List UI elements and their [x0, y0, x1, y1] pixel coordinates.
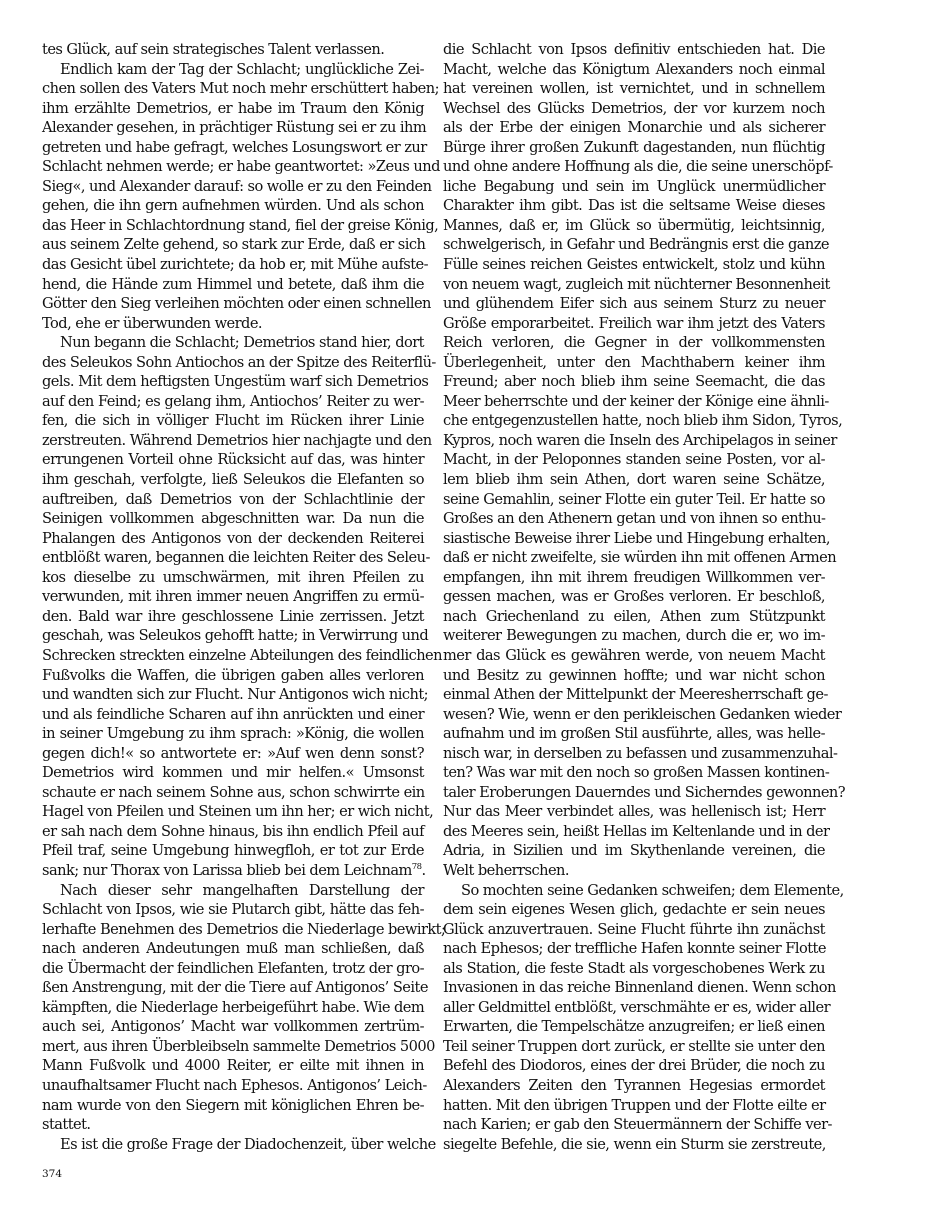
text-line: Wechsel des Glücks Demetrios, der vor kurzem noch — [443, 99, 825, 117]
text-line: Invasionen in das reiche Binnenland dienen. Wenn schon — [443, 979, 836, 997]
book-page — [42, 40, 903, 1165]
text-line: Meer beherrschte und der keiner der Könige eine ähnli- — [443, 392, 829, 410]
text-line: nach Karien; er gab den Steuermännern der Schiffe ver- — [443, 1116, 832, 1134]
text-line: unaufhaltsamer Flucht nach Ephesos. Antigonos’ Leich- — [42, 1076, 427, 1094]
text-line: als der Erbe der einigen Monarchie und als sicherer — [443, 119, 825, 137]
text-line: Überlegenheit, unter den Machthabern keiner ihm — [443, 353, 825, 371]
text-line-content: sank; nur Thorax von Larissa blieb bei dem Leichnam — [42, 861, 412, 879]
right-column — [443, 40, 846, 1154]
text-line: chen sollen des Vaters Mut noch mehr erschüttert haben; — [42, 80, 439, 98]
text-line: getreten und habe gefragt, welches Losungswort er zur — [42, 138, 427, 156]
text-line: mert, aus ihren Überbleibseln sammelte Demetrios 5000 — [42, 1037, 435, 1055]
text-line: er sah nach dem Sohne hinaus, bis ihn endlich Pfeil auf — [42, 822, 424, 840]
text-line: Sieg«, und Alexander darauf: so wolle er zu den Feinden — [42, 177, 432, 195]
text-line: als Station, die feste Stadt als vorgeschobenes Werk zu — [443, 959, 825, 977]
text-line: Nun begann die Schlacht; Demetrios stand hier, dort — [60, 334, 424, 352]
text-line: Götter den Sieg verleihen möchten oder einen schnellen — [42, 295, 431, 313]
text-line: daß er nicht zweifelte, sie würden ihn mit offenen Armen — [443, 549, 837, 567]
text-line: die Schlacht von Ipsos definitiv entschieden hat. Die — [443, 41, 825, 58]
text-line: das Gesicht übel zurichtete; da hob er, mit Mühe aufste- — [42, 256, 429, 274]
text-line: und Besitz zu gewinnen hoffte; und war nicht schon — [443, 666, 825, 684]
text-line: nach Ephesos; der treffliche Hafen konnte seiner Flotte — [443, 940, 826, 958]
text-line: hat vereinen wollen, ist vernichtet, und in schnellem — [443, 80, 825, 98]
text-line: zerstreuten. Während Demetrios hier nachjagte und den — [42, 431, 432, 449]
text-line: Teil seiner Truppen dort zurück, er stellte sie unter den — [443, 1037, 825, 1055]
text-line: die Übermacht der feindlichen Elefanten, trotz der gro- — [42, 959, 424, 977]
text-line: auch sei, Antigonos’ Macht war vollkommen zertrüm- — [42, 1018, 424, 1036]
text-line: wesen? Wie, wenn er den perikleischen Gedanken wieder — [443, 705, 842, 723]
text-line: gels. Mit dem heftigsten Ungestüm warf sich Demetrios — [42, 373, 429, 391]
text-line: Kypros, noch waren die Inseln des Archipelagos in seiner — [443, 431, 837, 449]
left-column — [42, 40, 446, 1154]
text-line: aufnahm und im großen Stil ausführte, alles, was helle- — [443, 725, 825, 743]
text-line: Seinigen vollkommen abgeschnitten war. Da nun die — [42, 510, 424, 528]
text-line: in seiner Umgebung zu ihm sprach: »König, die wollen — [42, 725, 424, 743]
text-line: gessen machen, was er Großes verloren. Er beschloß, — [443, 588, 825, 606]
text-line: Befehl des Diodoros, eines der drei Brüder, die noch zu — [443, 1057, 825, 1075]
text-line: Endlich kam der Tag der Schlacht; unglückliche Zei- — [60, 60, 424, 78]
text-line: errungenen Vorteil ohne Rücksicht auf das, was hinter — [42, 451, 424, 469]
text-line: Glück anzuvertrauen. Seine Flucht führte ihn zunächst — [443, 920, 825, 938]
text-line: schwelgerisch, in Gefahr und Bedrängnis erst die ganze — [443, 236, 829, 254]
text-line: gehen, die ihn gern aufnehmen würden. Und als schon — [42, 197, 424, 215]
text-line: Macht, welche das Königtum Alexanders noch einmal — [443, 60, 825, 78]
text-line: Erwarten, die Tempelschätze anzugreifen; er ließ einen — [443, 1018, 826, 1036]
text-line: Alexander gesehen, in prächtiger Rüstung sei er zu ihm — [42, 119, 427, 137]
text-line: che entgegenzustellen hatte, noch blieb ihm Sidon, Tyros, — [443, 412, 843, 430]
text-line: nach anderen Andeutungen muß man schließen, daß — [42, 940, 424, 958]
text-line: verwunden, mit ihren immer neuen Angriffen zu ermü- — [42, 588, 424, 606]
text-line: Pfeil traf, seine Umgebung hinwegfloh, er tot zur Erde — [42, 842, 424, 860]
text-line: Tod, ehe er überwunden werde. — [42, 314, 263, 332]
text-line: Schlacht von Ipsos, wie sie Plutarch gibt, hätte das feh- — [42, 901, 424, 919]
text-line: nach Griechenland zu eilen, Athen zum Stützpunkt — [443, 607, 825, 625]
text-line: lerhafte Benehmen des Demetrios die Niederlage bewirkt; — [42, 920, 446, 938]
text-line: stattet. — [42, 1116, 91, 1134]
text-line: Freund; aber noch blieb ihm seine Seemacht, die das — [443, 373, 825, 391]
footnote-reference[interactable]: 78 — [411, 861, 422, 872]
text-line: So mochten seine Gedanken schweifen; dem Elemente, — [461, 881, 844, 899]
page-number: 374 — [42, 1168, 63, 1180]
text-line: Bürge ihrer großen Zukunft dagestanden, nun flüchtig — [443, 138, 825, 156]
text-line: kos dieselbe zu umschwärmen, mit ihren Pfeilen zu — [42, 568, 424, 586]
text-line: aller Geldmittel entblößt, verschmähte er es, wider aller — [443, 998, 831, 1016]
text-line: Nur das Meer verbindet alles, was hellenisch ist; Herr — [443, 803, 825, 821]
text-line: liche Begabung und sein im Unglück unermüdlicher — [443, 177, 825, 195]
text-line: ßen Anstrengung, mit der die Tiere auf Antigonos’ Seite — [42, 979, 428, 997]
text-line: und glühendem Eifer sich aus seinem Sturz zu neuer — [443, 295, 825, 313]
text-line: tes Glück, auf sein strategisches Talent verlassen. — [42, 41, 385, 58]
text-line: nisch war, in derselben zu befassen und zusammenzuhal- — [443, 744, 838, 762]
text-line: weiterer Bewegungen zu machen, durch die er, wo im- — [443, 627, 825, 645]
text-line: ihm geschah, verfolgte, ließ Seleukos die Elefanten so — [42, 471, 424, 489]
text-line: entblößt waren, begannen die leichten Reiter des Seleu- — [42, 549, 430, 567]
text-line: Macht, in der Peloponnes standen seine Posten, vor al- — [443, 451, 825, 469]
text-line: fen, die sich in völliger Flucht im Rücken ihrer Linie — [42, 412, 424, 430]
text-line: Welt beherrschen. — [443, 861, 569, 879]
text-line: des Seleukos Sohn Antiochos an der Spitze des Reiterflü- — [42, 353, 436, 371]
text-line: hend, die Hände zum Himmel und betete, daß ihm die — [42, 275, 424, 293]
text-line: Es ist die große Frage der Diadochenzeit, über welche — [60, 1135, 436, 1153]
text-line: und wandten sich zur Flucht. Nur Antigonos wich nicht; — [42, 686, 429, 704]
text-line: Hagel von Pfeilen und Steinen um ihn her; er wich nicht, — [42, 803, 434, 821]
text-line: Mannes, daß er, im Glück so übermütig, leichtsinnig, — [443, 216, 825, 234]
text-line: auftreiben, daß Demetrios von der Schlachtlinie der — [42, 490, 424, 508]
text-line: siegelte Befehle, die sie, wenn ein Sturm sie zerstreute, — [443, 1135, 826, 1153]
text-line: des Meeres sein, heißt Hellas im Keltenlande und in der — [443, 822, 830, 840]
text-line: das Heer in Schlachtordnung stand, fiel der greise König, — [42, 216, 439, 234]
text-line: Schlacht nehmen werde; er habe geantwortet: »Zeus und — [42, 158, 440, 176]
text-line: Adria, in Sizilien und im Skythenlande vereinen, die — [443, 842, 825, 860]
text-line: nam wurde von den Siegern mit königlichen Ehren be- — [42, 1096, 424, 1114]
text-line: Fußvolks die Waffen, die übrigen gaben alles verloren — [42, 666, 424, 684]
text-line: Großes an den Athenern getan und von ihnen so enthu- — [443, 510, 826, 528]
text-line: Alexanders Zeiten den Tyrannen Hegesias ermordet — [443, 1076, 825, 1094]
text-line: gegen dich!« so antwortete er: »Auf wen denn sonst? — [42, 744, 424, 762]
text-line: siastische Beweise ihrer Liebe und Hingebung erhalten, — [443, 529, 830, 547]
text-line: empfangen, ihn mit ihrem freudigen Willkommen ver- — [443, 568, 825, 586]
text-line: ihm erzählte Demetrios, er habe im Traum den König — [42, 99, 424, 117]
text-line: Fülle seines reichen Geistes entwickelt, stolz und kühn — [443, 256, 825, 274]
text-line: Demetrios wird kommen und mir helfen.« Umsonst — [42, 764, 424, 782]
text-line: von neuem wagt, zugleich mit nüchterner Besonnenheit — [443, 275, 830, 293]
text-line: Mann Fußvolk und 4000 Reiter, er eilte mit ihnen in — [42, 1057, 424, 1075]
text-line: Größe emporarbeitet. Freilich war ihm jetzt des Vaters — [443, 314, 825, 332]
text-line: aus seinem Zelte gehend, so stark zur Erde, daß er sich — [42, 236, 426, 254]
text-line: Reich verloren, die Gegner in der vollkommensten — [443, 334, 825, 352]
text-line: seine Gemahlin, seiner Flotte ein guter Teil. Er hatte so — [443, 490, 825, 508]
text-line: Phalangen des Antigonos von der deckenden Reiterei — [42, 529, 424, 547]
text-line: Charakter ihm gibt. Das ist die seltsame Weise dieses — [443, 197, 825, 215]
text-line: kämpften, die Niederlage herbeigeführt habe. Wie dem — [42, 998, 425, 1016]
text-line: lem blieb ihm sein Athen, dort waren seine Schätze, — [443, 471, 825, 489]
text-line: und als feindliche Scharen auf ihn anrückten und einer — [42, 705, 424, 723]
text-line: auf den Feind; es gelang ihm, Antiochos’ Reiter zu wer- — [42, 392, 424, 410]
text-line: sank; nur Thorax von Larissa blieb bei dem Leichnam$^{78}$. — [42, 861, 426, 879]
text-line: dem sein eigenes Wesen glich, gedachte er sein neues — [443, 901, 825, 919]
text-line: ten? Was war mit den noch so großen Massen kontinen- — [443, 764, 830, 782]
text-line: Schrecken streckten einzelne Abteilungen des feindlichen — [42, 646, 442, 664]
text-line: schaute er nach seinem Sohne aus, schon schwirrte ein — [42, 783, 425, 801]
text-line: Nach dieser sehr mangelhaften Darstellung der — [60, 881, 424, 899]
text-line: den. Bald war ihre geschlossene Linie zerrissen. Jetzt — [42, 607, 424, 625]
text-line: hatten. Mit den übrigen Truppen und der Flotte eilte er — [443, 1096, 826, 1114]
text-line: mer das Glück es gewähren werde, von neuem Macht — [443, 646, 825, 664]
text-line: geschah, was Seleukos gehofft hatte; in Verwirrung und — [42, 627, 429, 645]
text-line: einmal Athen der Mittelpunkt der Meeresherrschaft ge- — [443, 686, 828, 704]
text-line: taler Eroberungen Dauerndes und Sicherndes gewonnen? — [443, 783, 846, 801]
text-line: und ohne andere Hoffnung als die, die seine unerschöpf- — [443, 158, 833, 176]
